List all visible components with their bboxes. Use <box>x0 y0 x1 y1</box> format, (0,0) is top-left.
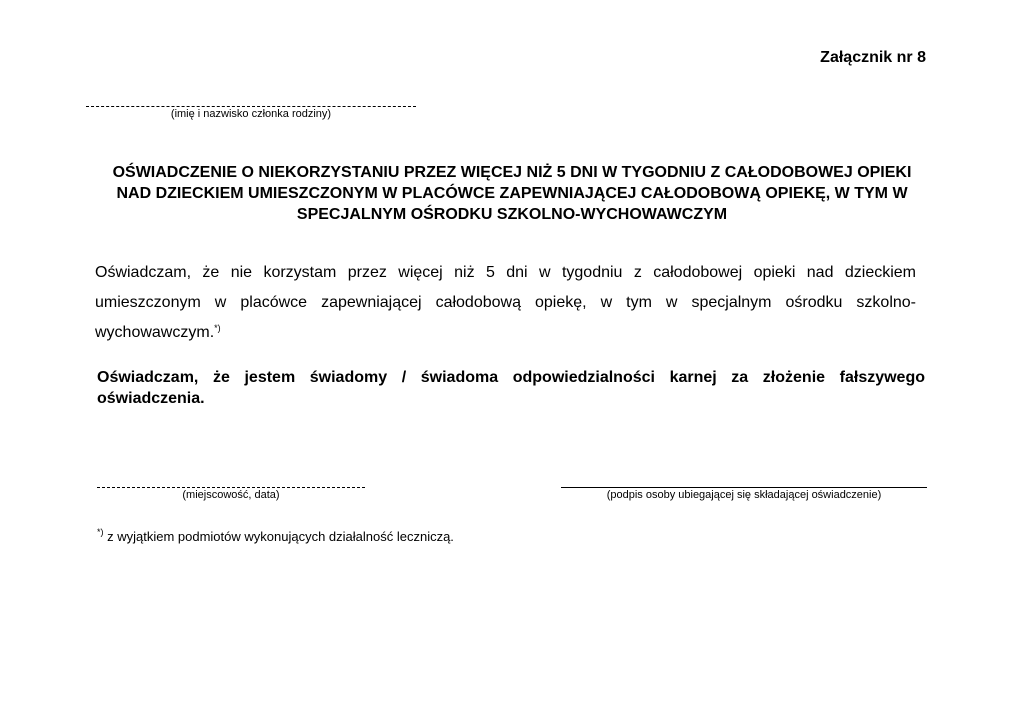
signature-field-line[interactable] <box>561 487 927 488</box>
footnote-marker: *) <box>97 527 104 537</box>
liability-statement: Oświadczam, że jestem świadomy / świadoma odpowiedzialności karnej za złożenie fałszywego oświadczenia. <box>97 369 925 407</box>
signature-field-caption: (podpis osoby ubiegającej się składającej oświadczenie) <box>606 489 882 501</box>
place-date-field-caption: (miejscowość, data) <box>182 489 280 501</box>
declaration-paragraph <box>95 258 916 348</box>
declaration-footnote-marker: *) <box>214 323 221 333</box>
name-field-line[interactable] <box>86 106 416 107</box>
name-field-caption: (imię i nazwisko członka rodziny) <box>170 108 332 120</box>
document-title: OŚWIADCZENIE O NIEKORZYSTANIU PRZEZ WIĘCEJ NIŻ 5 DNI W TYGODNIU Z CAŁODOBOWEJ OPIEKI NAD DZIECKIEM UMIESZCZONYM W PLACÓWCE ZAPEWNIAJĄCEJ CAŁODOBOWĄ OPIEKĘ, W TYM W SPECJALNYM OŚRODKU SZKOLNO-WYCHOWAWCZYM <box>112 164 912 223</box>
annex-label: Załącznik nr 8 <box>820 49 926 66</box>
declaration-text: Oświadczam, że nie korzystam przez więcej niż 5 dni w tygodniu z całodobowej opieki nad dzieckiem umieszczonym w placówce zapewniającej całodobową opiekę, w tym w specjalnym ośrodku szkolno-wychowawczym. <box>95 264 916 341</box>
place-date-field-line[interactable] <box>97 487 365 488</box>
footnote <box>97 529 454 544</box>
footnote-text: z wyjątkiem podmiotów wykonujących działalność leczniczą. <box>103 529 454 544</box>
